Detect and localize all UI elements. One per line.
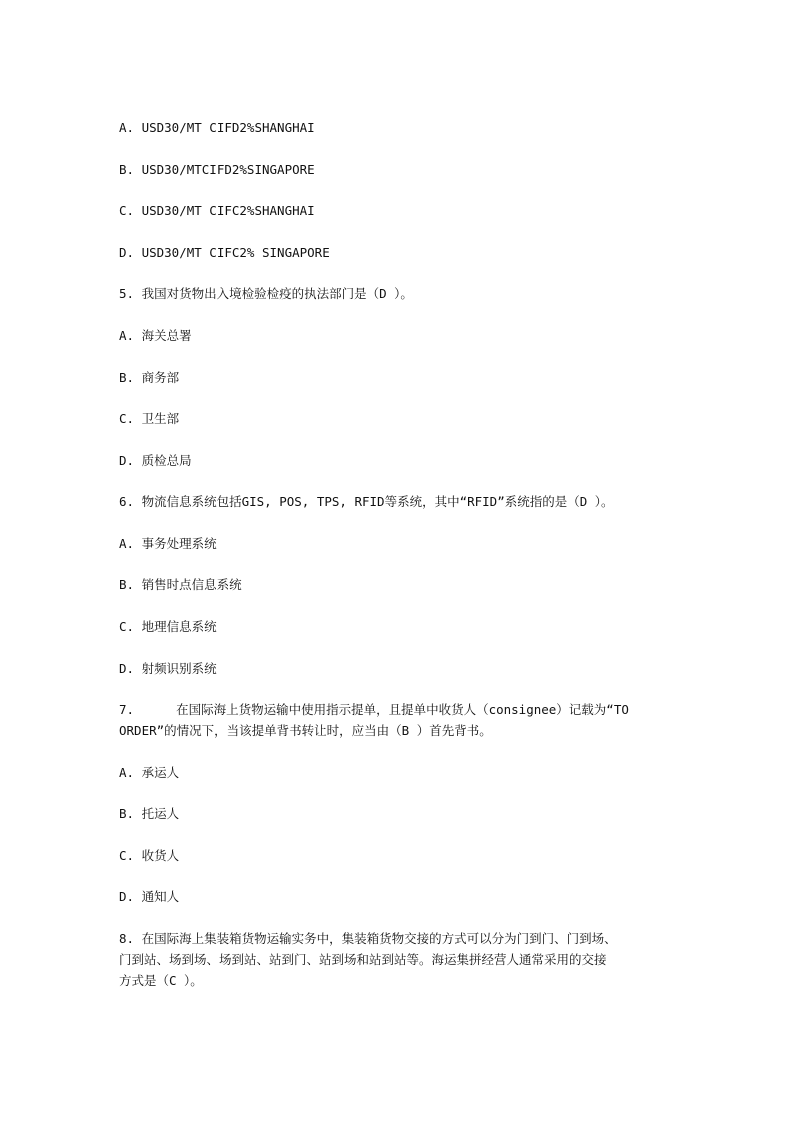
q7-option-c: C. 收货人 [119,848,180,863]
q8-question-line1: 8. 在国际海上集装箱货物运输实务中，集装箱货物交接的方式可以分为门到门、门到场、 [119,931,617,946]
q4-option-b: B. USD30/MTCIFD2%SINGAPORE [119,162,315,177]
q5-option-a: A. 海关总署 [119,328,192,343]
q7-option-a: A. 承运人 [119,765,180,780]
q7-question-text: 在国际海上货物运输中使用指示提单，且提单中收货人（consignee）记载为“TO [176,702,629,717]
q4-option-a: A. USD30/MT CIFD2%SHANGHAI [119,120,315,135]
q7-option-d: D. 通知人 [119,889,180,904]
q5-option-c: C. 卫生部 [119,411,180,426]
q4-option-d: D. USD30/MT CIFC2% SINGAPORE [119,245,330,260]
q6-option-d: D. 射频识别系统 [119,661,217,676]
q6-option-c: C. 地理信息系统 [119,619,217,634]
q5-question: 5. 我国对货物出入境检验检疫的执法部门是（D ）。 [119,286,413,301]
q4-option-c: C. USD30/MT CIFC2%SHANGHAI [119,203,315,218]
q7-question-line1 [119,702,629,718]
q7-option-b: B. 托运人 [119,806,180,821]
q5-option-b: B. 商务部 [119,370,180,385]
q8-question-line3: 方式是（C ）。 [119,973,203,988]
q5-option-d: D. 质检总局 [119,453,192,468]
q6-option-a: A. 事务处理系统 [119,536,217,551]
q6-option-b: B. 销售时点信息系统 [119,577,242,592]
q6-question: 6. 物流信息系统包括GIS, POS, TPS, RFID等系统，其中“RFID”系统指的是（D ）。 [119,494,614,509]
q7-question-line2: ORDER”的情况下，当该提单背书转让时，应当由（B ）首先背书。 [119,723,492,738]
q7-number: 7. [119,702,135,717]
q8-question-line2: 门到站、场到场、场到站、站到门、站到场和站到站等。海运集拼经营人通常采用的交接 [119,952,607,967]
